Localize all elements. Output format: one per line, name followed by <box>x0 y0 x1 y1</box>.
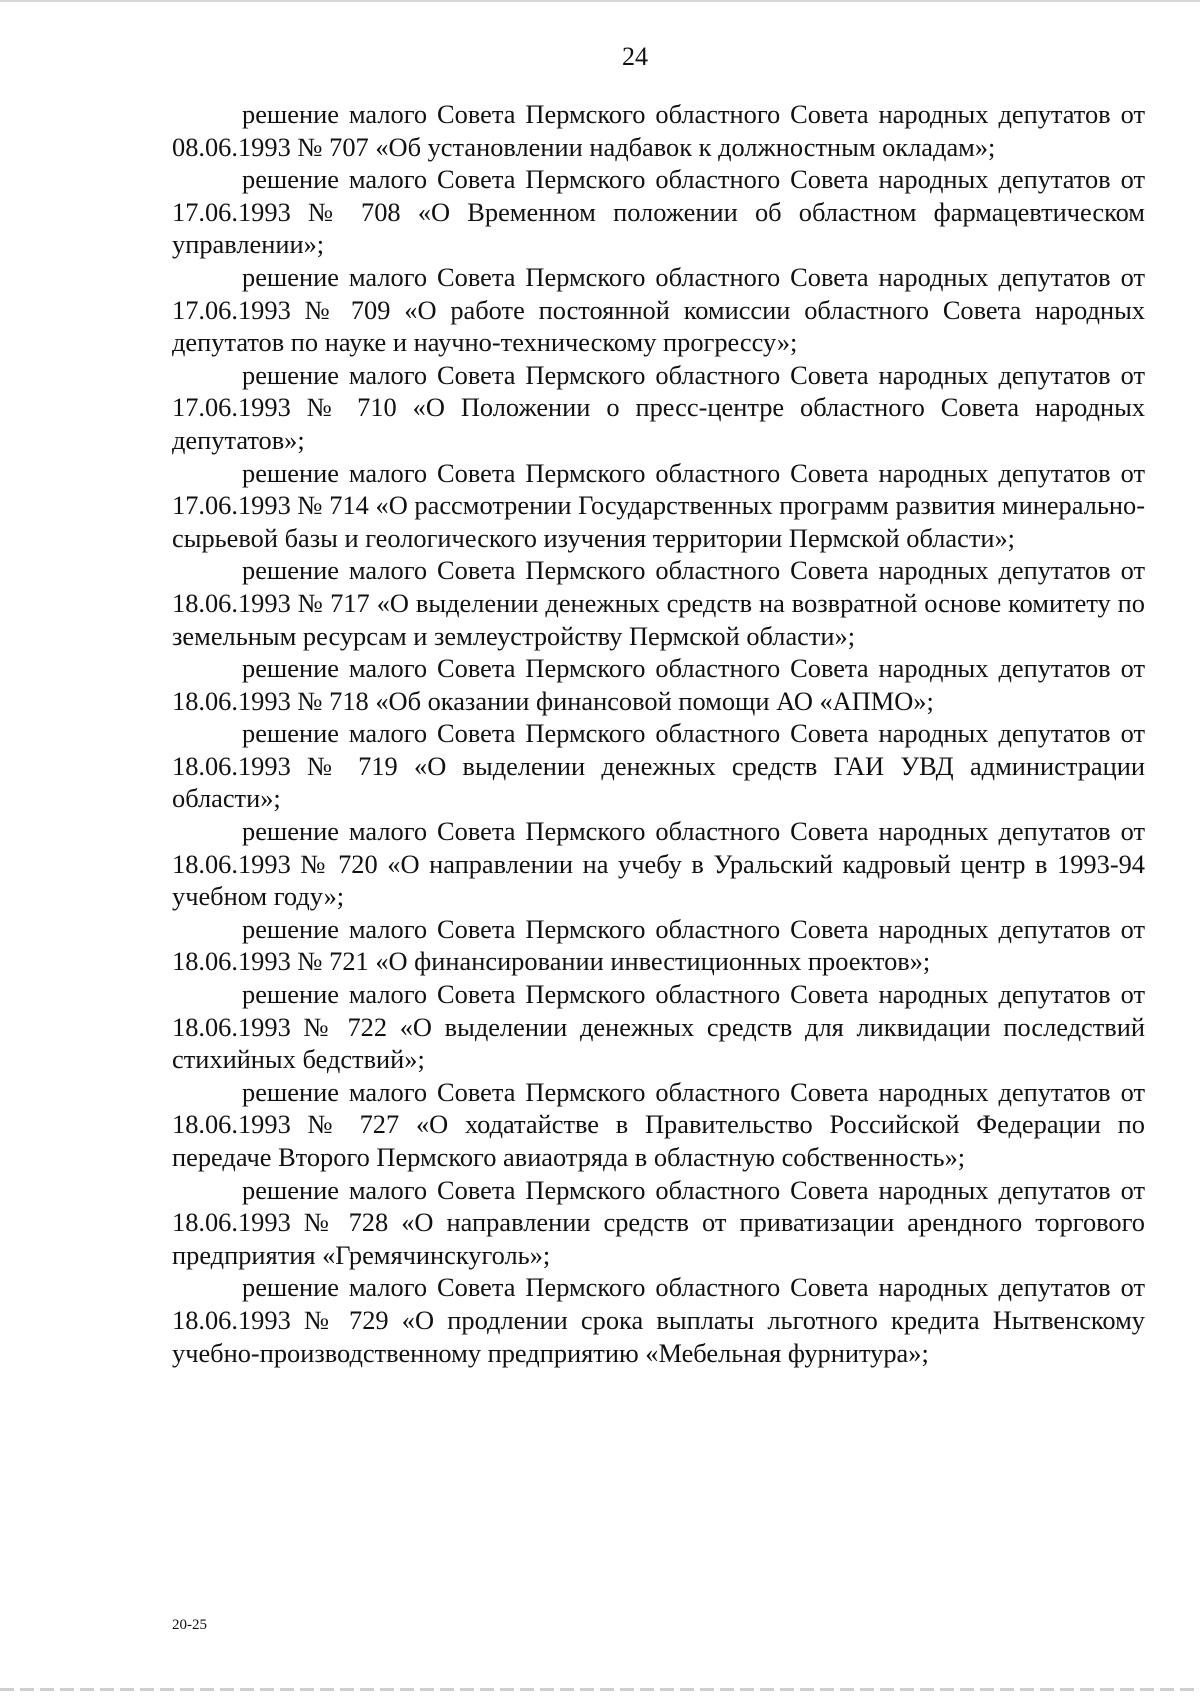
decision-entry: решение малого Совета Пермского областного Совета народных депутатов от 17.06.1993 № 708 «О Временном положении об областном фармацевтическом управлении»; <box>172 164 1145 260</box>
decision-entry: решение малого Совета Пермского областного Совета народных депутатов от 18.06.1993 № 718 «Об оказании финансовой помощи АО «АПМО»; <box>172 653 1145 716</box>
decision-entry: решение малого Совета Пермского областного Совета народных депутатов от 18.06.1993 № 727 «О ходатайстве в Правительство Российской Федерации по передаче Второго Пермского авиаотряда в областную собственность»; <box>172 1076 1145 1172</box>
decision-entry: решение малого Совета Пермского областного Совета народных депутатов от 18.06.1993 № 729 «О продлении срока выплаты льготного кредита Нытвенскому учебно-производственному предприятию «Мебельная фурнитура»; <box>172 1272 1145 1368</box>
decision-entry: решение малого Совета Пермского областного Совета народных депутатов от 18.06.1993 № 721 «О финансировании инвестиционных проектов»; <box>172 913 1145 977</box>
footer-code: 20-25 <box>172 1617 207 1633</box>
scan-edge-top <box>0 0 1200 2</box>
decision-entry: решение малого Совета Пермского областного Совета народных депутатов от 17.06.1993 № 714 «О рассмотрении Государственных программ развития минерально-сырьевой базы и геологического изучения территории Пермской области»; <box>172 457 1145 553</box>
decision-entry: решение малого Совета Пермского областного Совета народных депутатов от 18.06.1993 № 722 «О выделении денежных средств для ликвидации последствий стихийных бедствий»; <box>172 979 1145 1075</box>
decision-entry: решение малого Совета Пермского областного Совета народных депутатов от 17.06.1993 № 710 «О Положении о пресс-центре областного Совета народных депутатов»; <box>172 359 1145 455</box>
scan-edge-bottom <box>0 1688 1200 1691</box>
decision-entry: решение малого Совета Пермского областного Совета народных депутатов от 17.06.1993 № 709 «О работе постоянной комиссии областного Совета народных депутатов по науке и научно-техническому прогрессу»; <box>172 261 1145 358</box>
decision-entry: решение малого Совета Пермского областного Совета народных депутатов от 18.06.1993 № 719 «О выделении денежных средств ГАИ УВД администрации области»; <box>172 718 1145 814</box>
decision-entry: решение малого Совета Пермского областного Совета народных депутатов от 18.06.1993 № 720 «О направлении на учебу в Уральский кадровый центр в 1993-94 учебном году»; <box>172 816 1145 912</box>
decisions-list <box>172 98 1145 1369</box>
decision-entry: решение малого Совета Пермского областного Совета народных депутатов от 18.06.1993 № 717 «О выделении денежных средств на возвратной основе комитету по земельным ресурсам и землеустройству Пермской области»; <box>172 555 1145 651</box>
decision-entry: решение малого Совета Пермского областного Совета народных депутатов от 18.06.1993 № 728 «О направлении средств от приватизации арендного торгового предприятия «Гремячинскуголь»; <box>172 1174 1145 1270</box>
decision-entry: решение малого Совета Пермского областного Совета народных депутатов от 08.06.1993 № 707 «Об установлении надбавок к должностным окладам»; <box>172 99 1145 162</box>
page-number: 24 <box>622 42 648 71</box>
